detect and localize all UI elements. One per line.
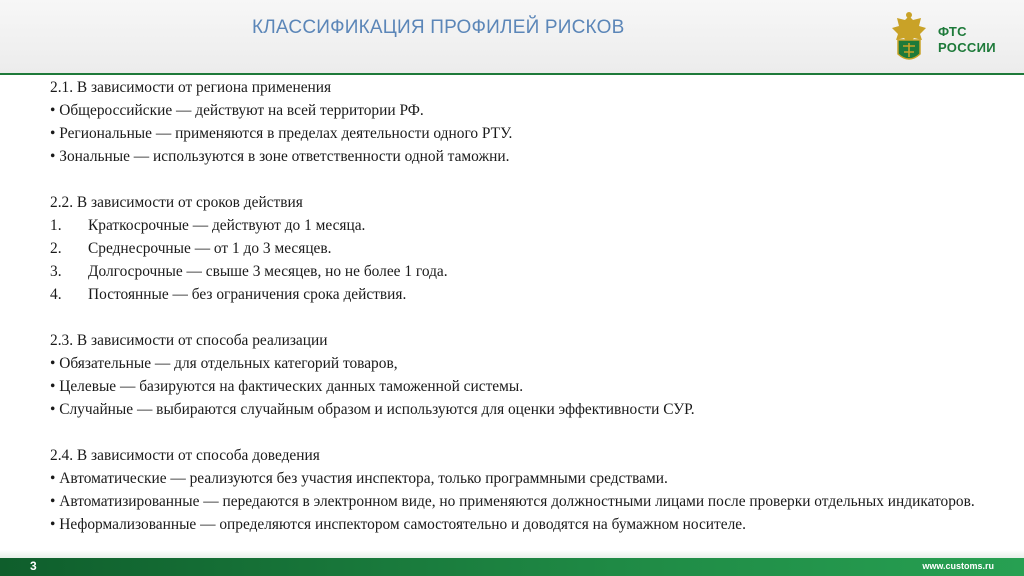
eagle-emblem-icon bbox=[886, 10, 932, 66]
fts-logo bbox=[886, 10, 1006, 66]
numbered-item bbox=[50, 237, 980, 260]
website-link[interactable]: www.customs.ru bbox=[922, 561, 994, 571]
numbered-item bbox=[50, 260, 980, 283]
list-item: • Автоматические — реализуются без участия инспектора, только программными средствами. bbox=[50, 470, 668, 487]
spacer bbox=[50, 421, 980, 444]
logo-text bbox=[938, 24, 996, 56]
item-number: 2. bbox=[50, 240, 62, 257]
list-item: • Обязательные — для отдельных категорий товаров, bbox=[50, 355, 398, 372]
item-text: Среднесрочные — от 1 до 3 месяцев. bbox=[88, 240, 332, 257]
numbered-item bbox=[50, 214, 980, 237]
item-text: Краткосрочные — действуют до 1 месяца. bbox=[88, 217, 366, 234]
list-item: • Региональные — применяются в пределах деятельности одного РТУ. bbox=[50, 125, 513, 142]
logo-line-2: РОССИИ bbox=[938, 40, 996, 55]
page-number: 3 bbox=[30, 559, 37, 573]
list-item: • Целевые — базируются на фактических данных таможенной системы. bbox=[50, 378, 524, 395]
section-heading: 2.3. В зависимости от способа реализации bbox=[50, 332, 328, 349]
list-item: • Неформализованные — определяются инспектором самостоятельно и доводятся на бумажном носителе. bbox=[50, 516, 746, 533]
slide-header bbox=[0, 0, 1024, 73]
footer-strip bbox=[0, 550, 1024, 558]
list-item: • Автоматизированные — передаются в электронном виде, но применяются должностными лицами после проверки отдельных индикаторов. bbox=[50, 493, 975, 510]
numbered-item bbox=[50, 283, 980, 306]
item-text: Постоянные — без ограничения срока действия. bbox=[88, 286, 407, 303]
slide-title: КЛАССИФИКАЦИЯ ПРОФИЛЕЙ РИСКОВ bbox=[252, 17, 625, 38]
slide-footer bbox=[0, 558, 1024, 576]
item-text: Долгосрочные — свыше 3 месяцев, но не более 1 года. bbox=[88, 263, 448, 280]
item-number: 1. bbox=[50, 217, 62, 234]
list-item: • Случайные — выбираются случайным образом и используются для оценки эффективности СУР. bbox=[50, 401, 695, 418]
header-divider bbox=[0, 73, 1024, 75]
spacer bbox=[50, 306, 980, 329]
slide-body bbox=[50, 76, 980, 536]
section-heading: 2.4. В зависимости от способа доведения bbox=[50, 447, 320, 464]
list-item: • Общероссийские — действуют на всей территории РФ. bbox=[50, 102, 424, 119]
item-number: 3. bbox=[50, 263, 62, 280]
list-item: • Зональные — используются в зоне ответственности одной таможни. bbox=[50, 148, 510, 165]
section-heading: 2.1. В зависимости от региона применения bbox=[50, 79, 332, 96]
section-heading: 2.2. В зависимости от сроков действия bbox=[50, 194, 303, 211]
spacer bbox=[50, 168, 980, 191]
item-number: 4. bbox=[50, 286, 62, 303]
logo-line-1: ФТС bbox=[938, 24, 967, 39]
